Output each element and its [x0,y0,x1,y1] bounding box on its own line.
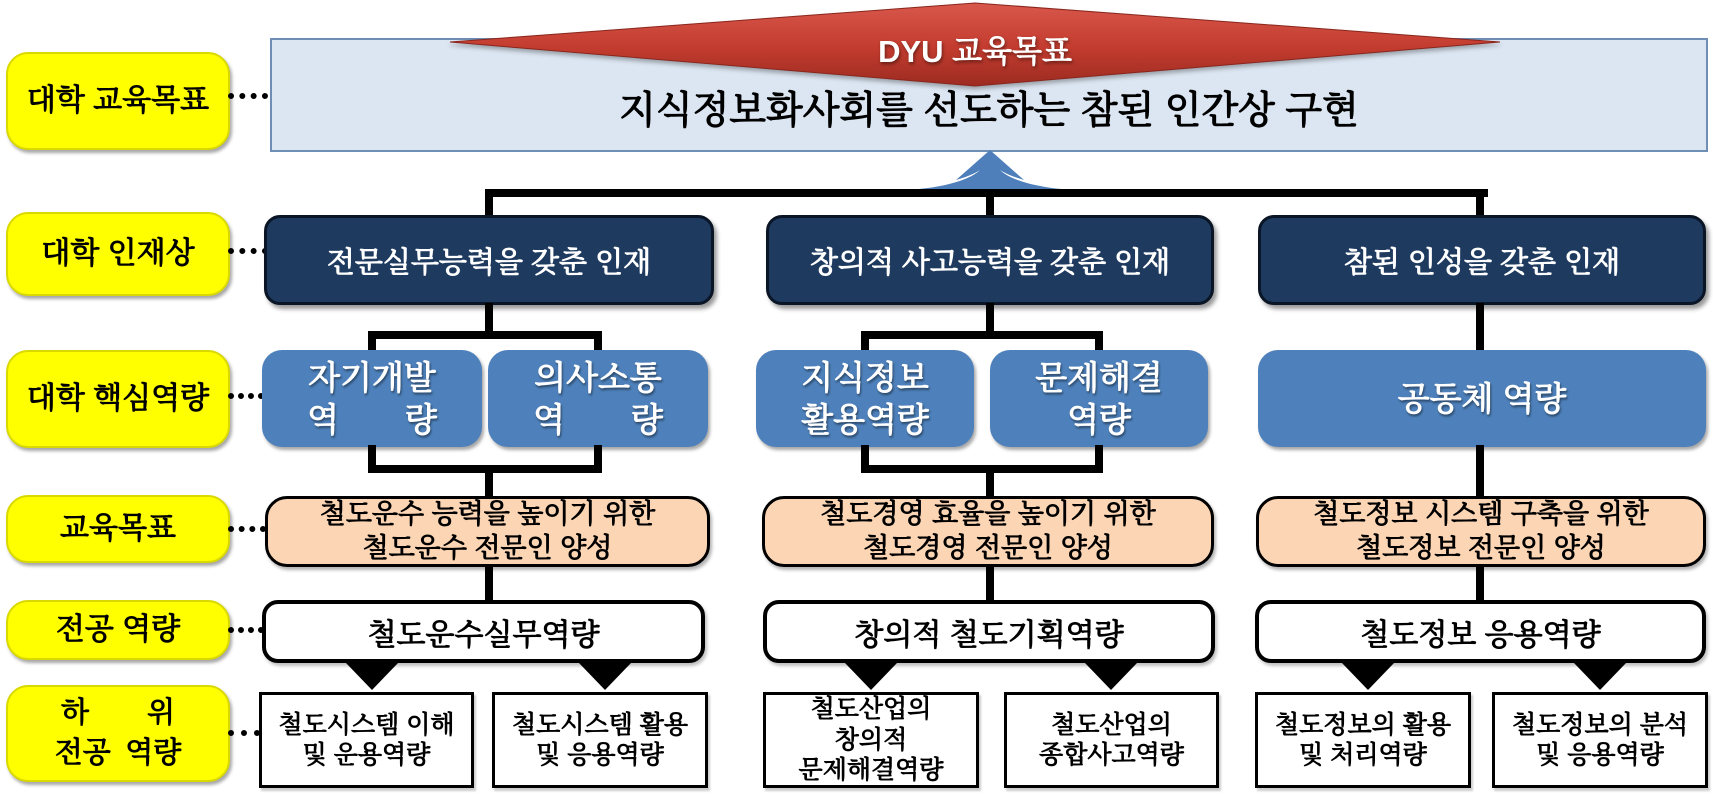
sub-competency-text: 및 응용역량 [1536,741,1664,769]
core-competency-text: 역 량 [307,400,437,438]
education-goal-text: 철도정보 시스템 구축을 위한 [1313,498,1649,529]
dotted-connector [228,526,266,532]
core-competency-box-1a [262,350,482,447]
dotted-connector [228,393,264,399]
core-competency-box-2b [990,350,1208,447]
row-label-core-competency [6,350,230,448]
core-competency-text: 공동체 역량 [1397,379,1567,417]
sub-competency-text: 종합사고역량 [1039,741,1184,769]
row-label-major-competency [6,600,230,660]
row-label-text: 대학 인재상 [41,236,195,270]
row-label-text: 하 위 [60,697,176,730]
education-goal-box-3 [1256,496,1706,567]
core-competency-text: 자기개발 [308,359,436,397]
major-competency-text: 철도운수실무역량 [367,618,600,652]
down-arrow-marker [1085,663,1137,690]
education-goal-text: 철도경영 효율을 높이기 위한 [820,498,1156,529]
sub-competency-text: 철도시스템 활용 [512,710,688,739]
talent-text: 창의적 사고능력을 갖춘 인재 [809,246,1171,279]
row-label-text: 전공 역량 [54,736,182,769]
talent-box-2 [766,215,1214,305]
core-competency-text: 역 량 [533,400,663,438]
connector-line [1476,303,1484,352]
education-goal-box-2 [762,496,1214,567]
education-goal-text: 철도운수 능력을 높이기 위한 [319,498,656,529]
sub-competency-box-2a [763,692,979,788]
row-label-univ-goal [6,52,230,150]
down-arrow-marker [845,663,897,690]
row-label-univ-talent [6,212,230,296]
education-goal-text: 철도경영 전문인 양성 [863,532,1113,563]
major-competency-text: 창의적 철도기획역량 [854,618,1124,652]
connector-line [986,469,994,498]
sub-competency-box-2b [1004,692,1219,788]
sub-competency-text: 철도정보의 활용 [1275,710,1451,739]
row-label-text: 전공 역량 [55,612,181,646]
sub-competency-box-1b [492,692,708,788]
core-competency-text: 의사소통 [534,359,662,397]
education-goal-text: 철도운수 전문인 양성 [362,532,613,563]
dyu-banner-label: DYU 교육목표 [878,34,1072,69]
up-arrow-icon [880,148,1104,192]
down-arrow-marker [346,663,398,690]
connector-line [861,465,1103,473]
core-competency-text: 지식정보 [801,359,929,397]
row-label-text: 대학 교육목표 [26,83,210,117]
major-competency-box-2 [763,600,1215,663]
connector-line [368,331,602,339]
core-competency-text: 활용역량 [801,400,929,438]
dotted-connector [228,93,268,99]
row-label-edu-goal [6,495,230,563]
connector-line [1476,445,1484,498]
sub-competency-text: 철도산업의 [810,695,932,724]
talent-box-3 [1258,215,1706,305]
major-competency-box-3 [1255,600,1706,663]
sub-competency-text: 및 응용역량 [536,741,664,769]
core-competency-box-3 [1258,350,1706,447]
major-competency-text: 철도정보 응용역량 [1360,618,1601,652]
down-arrow-marker [1342,663,1394,690]
sub-competency-box-3b [1492,692,1708,788]
education-goal-box-1 [265,496,710,567]
education-goal-text: 철도정보 전문인 양성 [1356,532,1606,563]
core-competency-box-1b [488,350,708,447]
connector-line [1476,565,1484,602]
down-arrow-marker [1574,663,1626,690]
core-competency-text: 문제해결 [1035,359,1163,397]
dotted-connector [228,248,268,254]
talent-text: 참된 인성을 갖춘 인재 [1343,246,1621,279]
sub-competency-text: 철도산업의 [1051,710,1172,739]
dotted-connector [228,730,260,736]
connector-line [986,565,994,602]
sub-competency-text: 및 처리역량 [1299,741,1427,769]
sub-competency-text: 문제해결역량 [798,756,944,785]
row-label-sub-competency [6,685,230,782]
talent-text: 전문실무능력을 갖춘 인재 [326,246,652,279]
row-label-text: 대학 핵심역량 [26,381,210,415]
sub-competency-box-1a [259,692,474,788]
core-competency-box-2a [756,350,974,447]
down-arrow-marker [579,663,631,690]
core-competency-text: 역량 [1067,400,1131,438]
connector-line [485,565,493,602]
sub-competency-text: 철도정보의 분석 [1512,710,1688,739]
sub-competency-text: 창의적 [834,725,908,754]
talent-box-1 [264,215,714,305]
dotted-connector [228,627,264,633]
university-goal-text: 지식정보화사회를 선도하는 참된 인간상 구현 [619,90,1359,132]
sub-competency-text: 철도시스템 이해 [278,710,455,739]
sub-competency-box-3a [1255,692,1471,788]
sub-competency-text: 및 운용역량 [302,741,431,769]
connector-line [485,469,493,498]
connector-line [861,331,1103,339]
major-competency-box-1 [262,600,705,663]
row-label-text: 교육목표 [60,511,176,545]
